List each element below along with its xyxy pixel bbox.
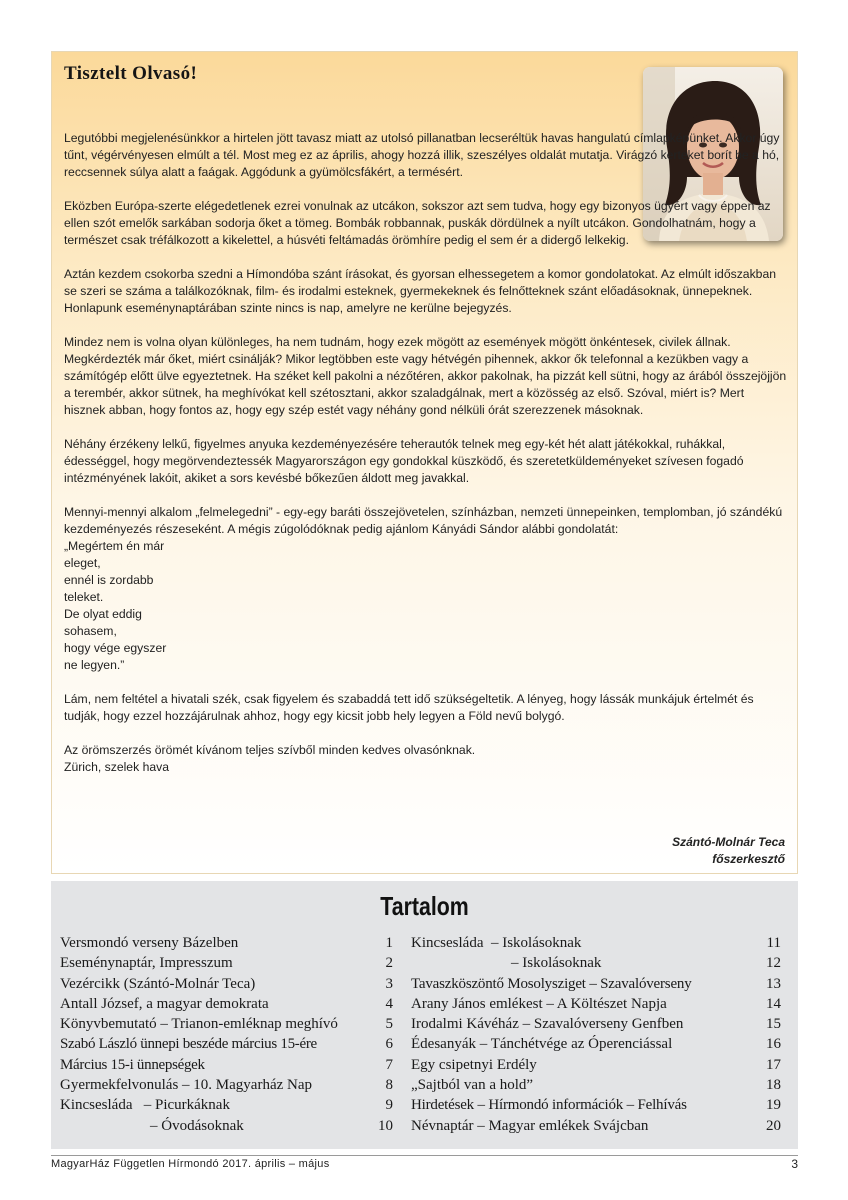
footer-divider xyxy=(51,1155,798,1156)
toc-entry-title: Kincsesláda – Iskolásoknak xyxy=(411,935,582,951)
toc-entry-page: 8 xyxy=(385,1077,393,1094)
toc-entry-page: 19 xyxy=(766,1097,781,1114)
toc-entry-title: Versmondó verseny Bázelben xyxy=(60,935,239,951)
letter-paragraph: Néhány érzékeny lelkű, figyelmes anyuka kezdeményezésére teherautók telnek meg egy-két hét alatt játékokkal, ruhákkal, édességgel, hogy megörvendeztessék Magyarországon egy gondokkal küszködő, és szeretetküldeményeket szívesen fogadó intézményének lakóit, akiket a sors kevésbé bőkezűen áldott meg javakkal. xyxy=(64,437,744,485)
toc-entry-page: 3 xyxy=(385,975,393,992)
letter-greeting: Tisztelt Olvasó! xyxy=(64,63,198,84)
letter-body xyxy=(64,130,788,776)
letter-paragraph: Lám, nem feltétel a hivatali szék, csak figyelem és szabaddá tett idő szükségeltetik. A lényeg, hogy lássák munkájuk értelmét és tudják, hogy ezzel hozzájárulnak ahhoz, hogy egy kicsit jobb hely legyen a Föld nevű bolygó. xyxy=(64,692,754,723)
toc-entry-title: Antall József, a magyar demokrata xyxy=(60,995,269,1012)
toc-entry-title: – Óvodásoknak xyxy=(150,1117,244,1134)
toc-entry[interactable] xyxy=(60,1014,393,1034)
toc-entry-title: Egy csipetnyi Erdély xyxy=(411,1056,537,1073)
toc-entry-title: Március 15-i ünnepségek xyxy=(60,1056,205,1073)
toc-entry-page: 1 xyxy=(385,935,393,951)
toc-entry-title: Hirdetések – Hírmondó információk – Felhívás xyxy=(411,1097,687,1114)
toc-entry-title: Irodalmi Kávéház – Szavalóverseny Genfben xyxy=(411,1016,684,1033)
toc-entry[interactable] xyxy=(60,1034,393,1054)
toc-entry[interactable] xyxy=(411,1034,781,1054)
signature-name: Szántó-Molnár Teca xyxy=(672,835,785,849)
letter-paragraph: Aztán kezdem csokorba szedni a Hímondóba szánt írásokat, és gyorsan elhessegetem a komor gondolatokat. Az elmúlt időszakban se szeri se száma a találkozóknak, film- és irodalmi esteknek, gyermekeknek és felnőtteknek szánt előadásoknak, ünnepeknek. Honlapunk eseménynaptárában szinte nincs is nap, amelyre ne kerülne bejegyzés. xyxy=(64,267,777,315)
letter-paragraph: Legutóbbi megjelenésünkkor a hirtelen jött tavasz miatt az utolsó pillanatban lecseréltük havas hangulatú címlapképünket. Akkor úgy tűnt, végérvényesen elmúlt a tél. Most meg ez az április, ahogy hozzá illik, szeszélyes oldalát mutatja. Virágzó kerteket borít be a hó, reccsennek súlya alatt a faágak. Aggódunk a gyümölcsfákért, a termésért. xyxy=(64,131,780,179)
toc-entry-page: 7 xyxy=(385,1056,393,1073)
toc-entry[interactable] xyxy=(411,1014,781,1034)
toc-entry-title: Kincsesláda – Picurkáknak xyxy=(60,1097,230,1114)
toc-entry-page: 13 xyxy=(766,975,781,992)
toc-entry-page: 4 xyxy=(385,995,393,1012)
toc-entry-title: Arany János emlékest – A Költészet Napja xyxy=(411,995,667,1012)
toc-entry[interactable] xyxy=(60,1055,393,1075)
toc-entry[interactable] xyxy=(411,1055,781,1075)
toc-entry-page: 6 xyxy=(385,1036,393,1053)
toc-column-right xyxy=(411,933,781,1136)
toc-entry[interactable] xyxy=(60,933,393,953)
toc-entry[interactable] xyxy=(60,1095,393,1115)
toc-entry-title: Névnaptár – Magyar emlékek Svájcban xyxy=(411,1117,649,1134)
toc-entry-title: Vezércikk (Szántó-Molnár Teca) xyxy=(60,975,256,992)
footer-page-number: 3 xyxy=(791,1157,798,1171)
table-of-contents xyxy=(51,881,798,1149)
footer-publication: MagyarHáz Független Hírmondó 2017. április – május xyxy=(51,1158,330,1170)
toc-entry-page: 17 xyxy=(766,1056,781,1073)
toc-entry[interactable] xyxy=(60,953,393,973)
toc-entry-title: Gyermekfelvonulás – 10. Magyarház Nap xyxy=(60,1077,312,1094)
toc-entry-title: Édesanyák – Tánchétvége az Óperenciással xyxy=(411,1036,673,1053)
toc-title: Tartalom xyxy=(380,891,469,921)
toc-entry-page: 18 xyxy=(766,1077,781,1094)
toc-entry[interactable] xyxy=(411,994,781,1014)
letter-paragraph: Mindez nem is volna olyan különleges, ha nem tudnám, hogy ezek mögött az események mögött önkéntesek, civilek állnak. Megkérdezték már őket, miért csinálják? Mikor legtöbben este vagy hétvégén pihennek, akkor ők telefonnal a kezükben vagy a számítógép előtt ülve egyeztetnek. Ha széket kell pakolni a nézőtéren, akkor pakolnak, ha pizzát kell sütni, hogy az árából összejöjjön a terembér, akkor sütnek, ha meghívókat kell szétosztani, akkor szaladgálnak, mert a közösség az első. Szóval, miért is? Mert hisznek abban, hogy fontos az, hogy egy szép estét vagy néhány gond nélküli órát szerezzenek másoknak. xyxy=(64,335,787,417)
toc-entry-page: 2 xyxy=(385,955,393,972)
toc-entry[interactable] xyxy=(60,1116,393,1136)
toc-entry[interactable] xyxy=(60,974,393,994)
toc-entry-title: Eseménynaptár, Impresszum xyxy=(60,955,233,972)
toc-entry[interactable] xyxy=(411,953,781,973)
toc-entry-page: 10 xyxy=(378,1117,393,1134)
toc-entry[interactable] xyxy=(60,1075,393,1095)
toc-entry[interactable] xyxy=(411,1116,781,1136)
toc-entry-page: 5 xyxy=(385,1016,393,1033)
toc-entry[interactable] xyxy=(411,933,781,953)
signature-role: főszerkesztő xyxy=(712,852,785,866)
toc-entry-title: Könyvbemutató – Trianon-emléknap meghívó xyxy=(60,1016,338,1033)
toc-column-left xyxy=(60,933,393,1136)
toc-entry-title: Szabó László ünnepi beszéde március 15-ére xyxy=(60,1036,317,1053)
toc-entry-page: 14 xyxy=(766,995,781,1012)
toc-entry-title: – Iskolásoknak xyxy=(511,955,602,972)
letter-paragraph: Mennyi-mennyi alkalom „felmelegedni” - egy-egy baráti összejövetelen, színházban, nemzeti ünnepeinken, templomban, jó szándékú kezdeményezés részeseként. A mégis zúgolódóknak pedig ajánlom Kányádi Sándor alábbi gondolatát: xyxy=(64,505,783,536)
letter-place-date: Zürich, szelek hava xyxy=(64,760,169,774)
toc-entry-page: 15 xyxy=(766,1016,781,1033)
toc-entry-page: 12 xyxy=(766,955,781,972)
toc-entry-page: 16 xyxy=(766,1036,781,1053)
editorial-letter xyxy=(51,51,798,874)
letter-paragraph: Eközben Európa-szerte elégedetlenek ezrei vonulnak az utcákon, sokszor azt sem tudva, hogy egy bizonyos ügyért vagy éppen az ellen szót emelők sarkában sodorja őket a tömeg. Bombák robbannak, puskák dördülnek a nyílt utcákon. Gondolhatnám, hogy a természet csak tréfálkozott a kikelettel, a húsvéti feltámadás örömhíre pedig el sem ér a didergő lelkekig. xyxy=(64,199,771,247)
toc-entry[interactable] xyxy=(411,1075,781,1095)
toc-entry-page: 11 xyxy=(766,935,781,951)
toc-entry[interactable] xyxy=(411,1095,781,1115)
toc-entry[interactable] xyxy=(60,994,393,1014)
letter-paragraph: Az örömszerzés örömét kívánom teljes szívből minden kedves olvasónknak. xyxy=(64,743,476,757)
toc-entry-page: 9 xyxy=(385,1097,393,1114)
toc-entry[interactable] xyxy=(411,974,781,994)
toc-entry-title: „Sajtból van a hold” xyxy=(411,1077,534,1094)
letter-signature xyxy=(672,834,785,868)
toc-entry-title: Tavaszköszöntő Mosolysziget – Szavalóverseny xyxy=(411,975,692,992)
toc-entry-page: 20 xyxy=(766,1117,781,1134)
quoted-poem: „Megértem én már eleget, ennél is zordabb teleket. De olyat eddig sohasem, hogy vége egyszer ne legyen.” xyxy=(64,539,167,672)
